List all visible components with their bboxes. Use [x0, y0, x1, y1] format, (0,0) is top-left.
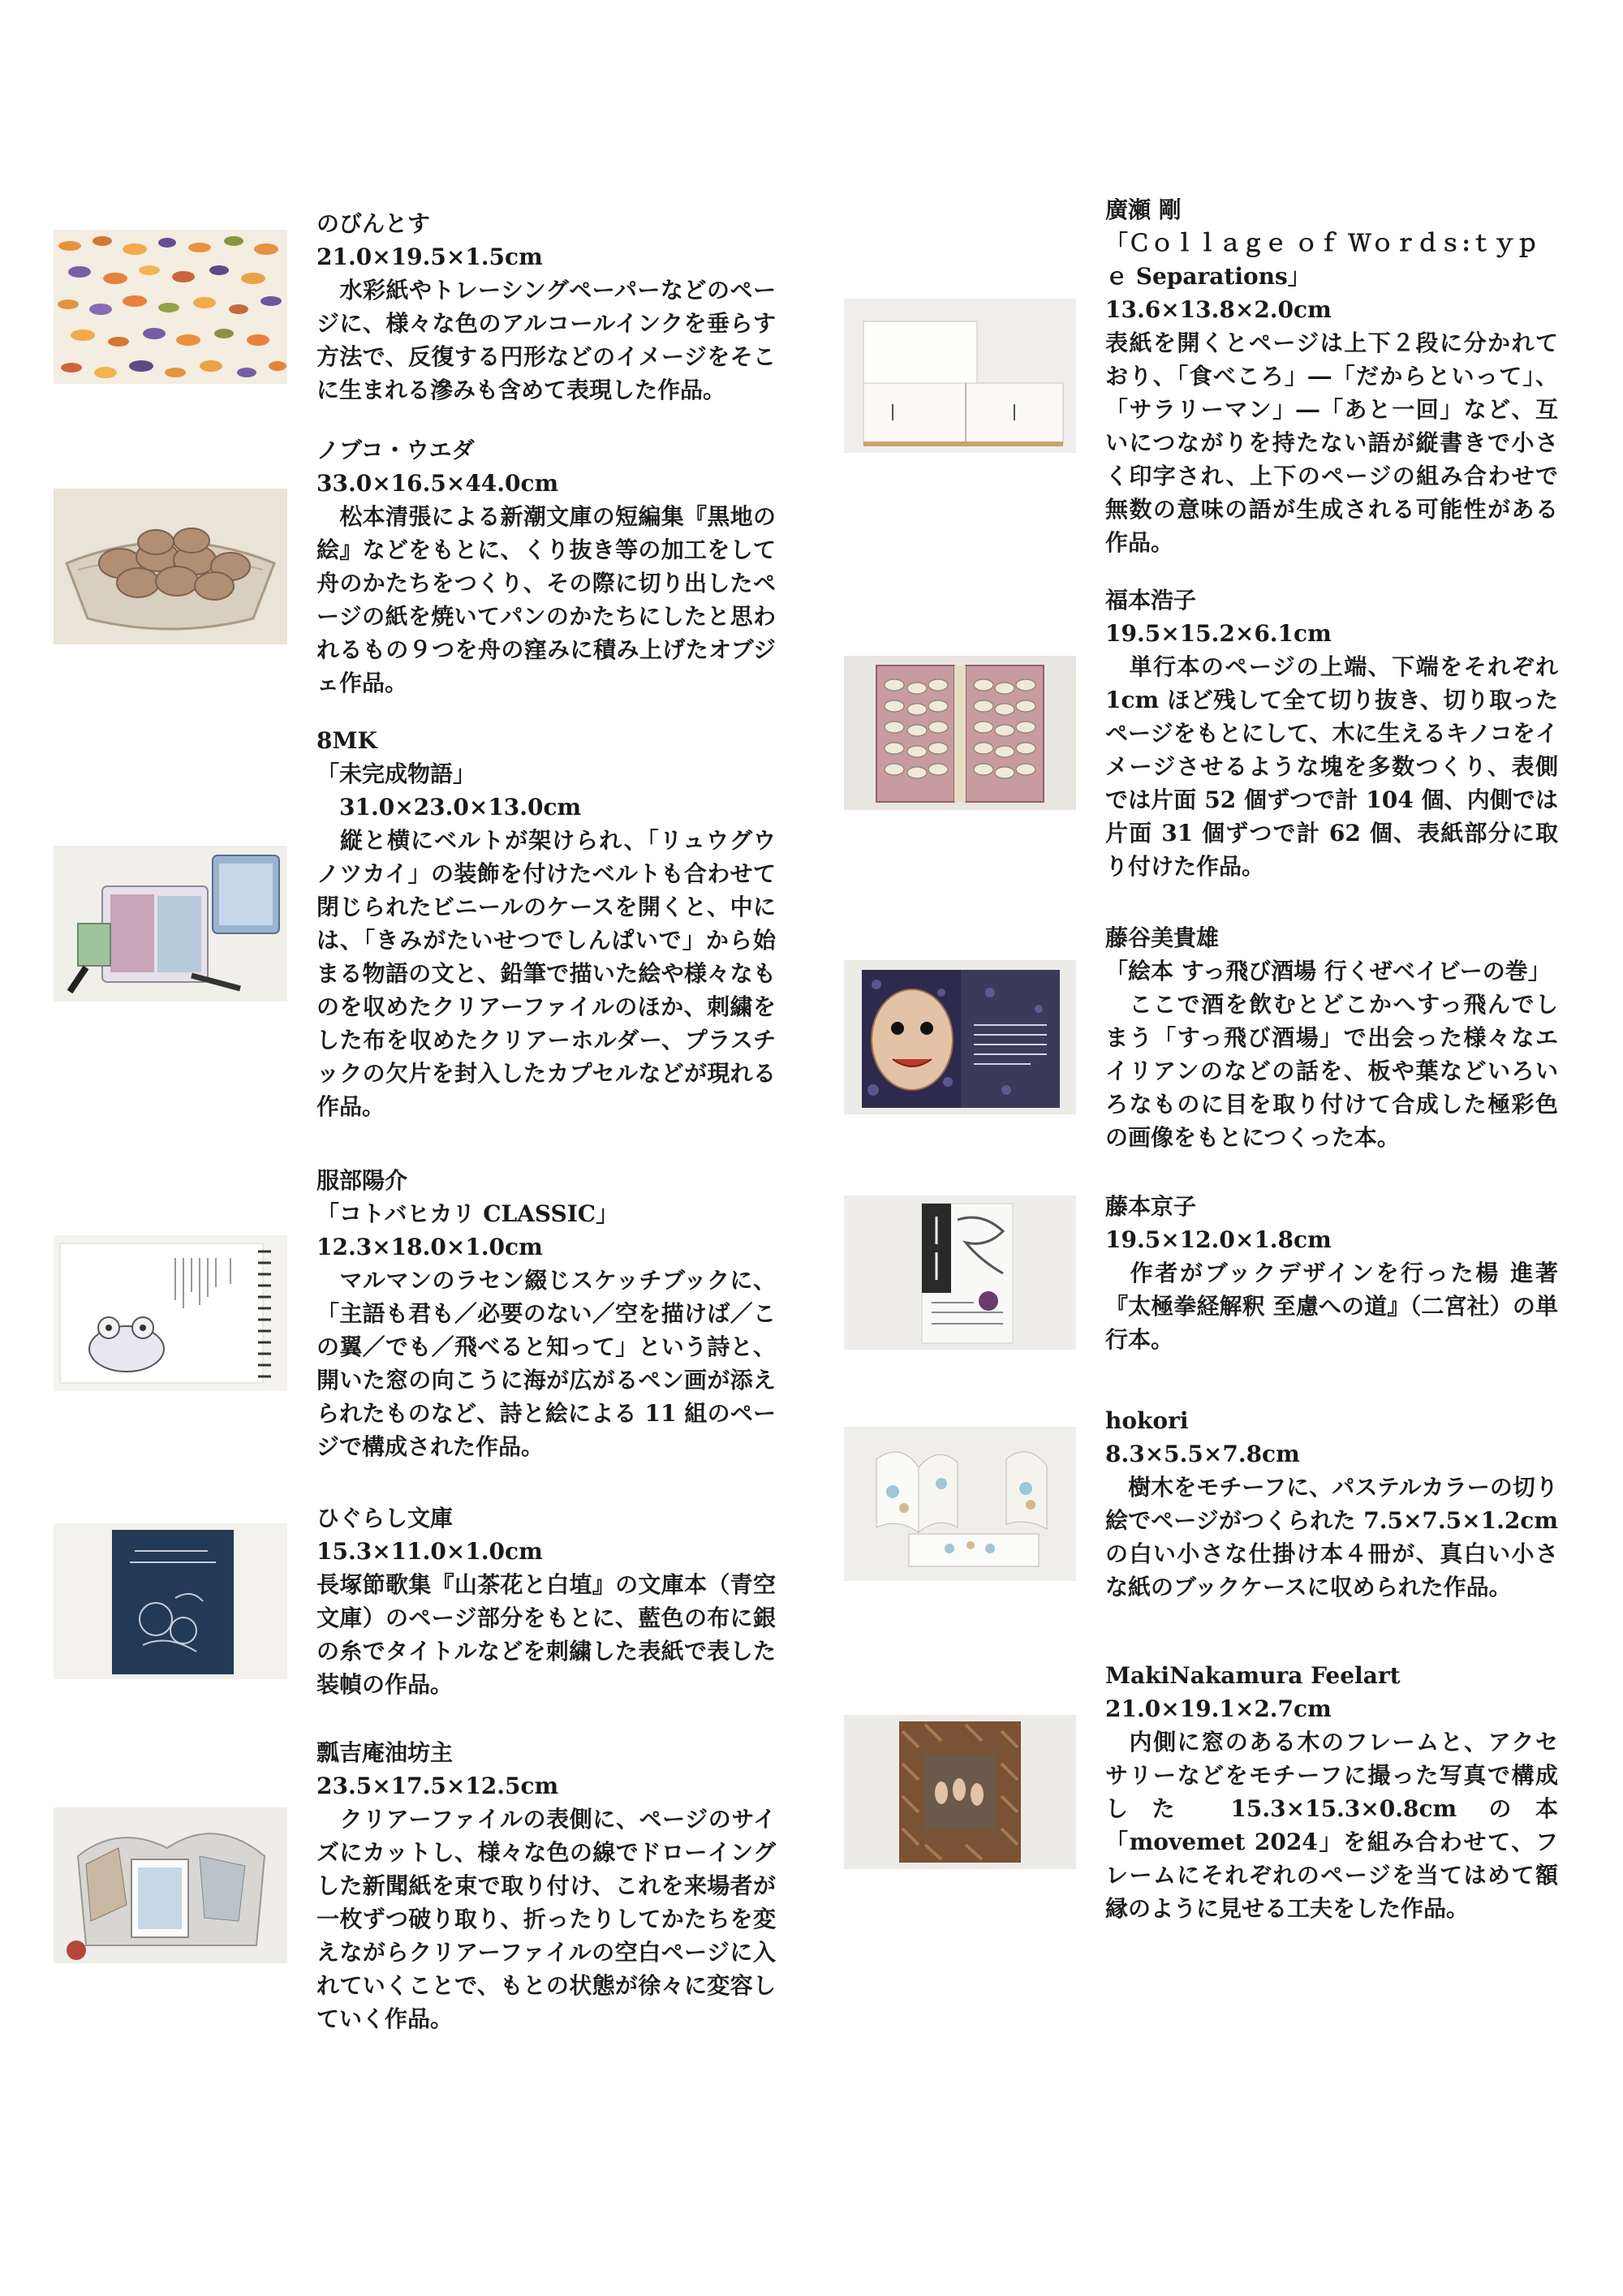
- work-entry: [54, 185, 776, 429]
- taichi-book-cover-photo: [844, 1195, 1076, 1350]
- right-column: [844, 185, 1558, 1946]
- clear-file-newspaper-photo: [54, 1807, 287, 1963]
- popup-tree-books-photo: [844, 1427, 1076, 1581]
- work-title: 「コトバヒカリ CLASSIC」: [316, 1200, 619, 1227]
- work-text: [1105, 1659, 1558, 1925]
- description: 松本清張による新潮文庫の短編集『黒地の絵』などをもとに、くり抜き等の加工をして舟のかたちをつくり、その際に切り出したページの紙を焼いてパンのかたちにしたと思われるもの９つを舟の窪みに積み上げたオブジェ作品。: [316, 503, 776, 696]
- description: 樹木をモチーフに、パステルカラーの切り絵でページがつくられた 7.5×7.5×1.2cm の白い小さな仕掛け本４冊が、真白い小さな紙のブックケースに収められた作品。: [1105, 1474, 1558, 1600]
- description: クリアーファイルの表側に、ページのサイズにカットし、様々な色の線でドローイングした新聞紙を束で取り付け、これを来場者が一枚ずつ破り取り、折ったりしてかたちを変えながらクリアーファイルの空白ページに入れていくことで、もとの状態が徐々に変容していく作品。: [316, 1805, 776, 2032]
- work-entry: [844, 899, 1558, 1175]
- work-entry: [844, 185, 1558, 566]
- vinyl-case-story-photo: [54, 846, 287, 1002]
- dimensions: 13.6×13.8×2.0cm: [1105, 295, 1332, 323]
- work-entry: [54, 1719, 776, 2052]
- artist-name: 瓢吉庵油坊主: [316, 1738, 454, 1766]
- work-entry: [54, 429, 776, 704]
- left-column: [54, 185, 776, 2052]
- description: マルマンのラセン綴じスケッチブックに、「主語も君も／必要のない／空を描けば／この翼／でも／飛べると知って」という詩と、開いた窓の向こうに海が広がるペン画が添えられたものなど、詩と絵による 11 組のページで構成された作品。: [316, 1266, 776, 1460]
- work-entry: [54, 1143, 776, 1484]
- work-text: [1105, 193, 1558, 559]
- dimensions: 12.3×18.0×1.0cm: [316, 1233, 543, 1260]
- artist-name: 藤本京子: [1105, 1192, 1197, 1220]
- collage-words-book-photo: [844, 299, 1076, 453]
- work-text: [1105, 921, 1558, 1154]
- description: 縦と横にベルトが架けられ、「リュウグウノツカイ」の装飾を付けたベルトも合わせて閉じられたビニールのケースを開くと、中には、「きみがたいせつでしんぱいで」から始まる物語の文と、鉛筆で描いた絵や様々なものを収めたクリアーファイルのほか、刺繍をした布を収めたクリアーホルダー、プラスチックの欠片を封入したカプセルなどが現れる作品。: [316, 827, 776, 1120]
- work-text: [1105, 584, 1558, 883]
- work-entry: [844, 1370, 1558, 1638]
- work-entry: [54, 1484, 776, 1719]
- work-entry: [844, 1638, 1558, 1946]
- watercolor-dots-book-photo: [54, 230, 287, 384]
- sketchbook-frog-photo: [54, 1235, 287, 1391]
- artist-name: 服部陽介: [316, 1166, 408, 1194]
- dimensions: 23.5×17.5×12.5cm: [316, 1772, 559, 1799]
- work-title: 「絵本 すっ飛び酒場 行くぜベイビーの巻」: [1105, 957, 1551, 984]
- description: 単行本のページの上端、下端をそれぞれ 1cm ほど残して全て切り抜き、切り取ったページをもとにして、木に生えるキノコをイメージさせるような塊を多数つくり、表側では片面 52 個ずつで計 104 個、内側では片面 31 個ずつで計 62 個、表紙部分に取り付けた作品。: [1105, 653, 1558, 880]
- work-text: [316, 1736, 776, 2035]
- dimensions: 19.5×15.2×6.1cm: [1105, 619, 1332, 647]
- dimensions: 8.3×5.5×7.8cm: [1105, 1441, 1300, 1467]
- dimensions: 33.0×16.5×44.0cm: [316, 470, 559, 497]
- mushroom-pages-book-photo: [844, 656, 1076, 810]
- dimensions: 15.3×11.0×1.0cm: [316, 1538, 543, 1565]
- dimensions: 31.0×23.0×13.0cm: [316, 794, 582, 821]
- work-entry: [844, 1175, 1558, 1370]
- work-text: [316, 1164, 776, 1463]
- description: ここで酒を飲むとどこかへすっ飛んでしまう「すっ飛び酒場」で出会った様々なエイリアンのなどの話を、板や葉などいろいろなものに目を取り付けて合成した極彩色の画像をもとにつくった本。: [1105, 990, 1558, 1151]
- work-text: [1105, 1404, 1558, 1604]
- wooden-frame-book-photo: [844, 1715, 1076, 1869]
- description: 内側に窓のある木のフレームと、アクセサリーなどをモチーフに撮った写真で構成した 15.3×15.3×0.8cm の本「movemet 2024」を組み合わせて、フレームにそれぞれのページを当てはめて額縁のように見せる工夫をした作品。: [1105, 1729, 1558, 1922]
- description: 表紙を開くとページは上下２段に分かれており、「食べころ」―「だからといって」、「サラリーマン」―「あと一回」など、互いにつながりを持たない語が縦書きで小さく印字され、上下のページの組み合わせで無数の意味の語が生成される可能性がある作品。: [1105, 329, 1558, 556]
- description: 作者がブックデザインを行った楊 進著『太極拳経解釈 至慮への道』（二宮社）の単行本。: [1105, 1259, 1558, 1353]
- work-text: [316, 1501, 776, 1701]
- work-title: 「Ｃｏｌｌａｇｅ ｏｆ Ｗｏｒｄｓ:ｔｙｐｅ Separations」: [1105, 229, 1539, 290]
- work-entry: [844, 566, 1558, 899]
- artist-name: 廣瀬 剛: [1105, 196, 1182, 223]
- description: 水彩紙やトレーシングペーパーなどのページに、様々な色のアルコールインクを垂らす方法で、反復する円形などのイメージをそこに生まれる滲みも含めて表現した作品。: [316, 277, 776, 403]
- artist-name: 8MK: [316, 727, 377, 754]
- artist-name: 藤谷美貴雄: [1105, 924, 1220, 951]
- description: 長塚節歌集『山茶花と白埴』の文庫本（青空文庫）のページ部分をもとに、藍色の布に銀の糸でタイトルなどを刺繍した表紙で表した装幀の作品。: [316, 1571, 776, 1698]
- dimensions: 19.5×12.0×1.8cm: [1105, 1226, 1332, 1253]
- artist-name: hokori: [1105, 1407, 1189, 1434]
- artist-name: ノブコ・ウエダ: [316, 437, 475, 463]
- artist-name: のびんとす: [316, 210, 431, 237]
- work-text: [316, 207, 776, 407]
- embroidered-cover-photo: [54, 1523, 287, 1679]
- bread-boat-sculpture-photo: [54, 489, 287, 644]
- work-text: [316, 433, 776, 700]
- artist-name: 福本浩子: [1105, 586, 1197, 614]
- work-text: [1105, 1190, 1558, 1356]
- dimensions: 21.0×19.5×1.5cm: [316, 243, 543, 270]
- artist-name: MakiNakamura Feelart: [1105, 1662, 1401, 1689]
- artist-name: ひぐらし文庫: [316, 1505, 454, 1531]
- work-text: [316, 724, 776, 1123]
- work-title: 「未完成物語」: [316, 760, 476, 787]
- work-entry: [54, 704, 776, 1143]
- dimensions: 21.0×19.1×2.7cm: [1105, 1695, 1332, 1722]
- alien-picture-book-photo: [844, 960, 1076, 1114]
